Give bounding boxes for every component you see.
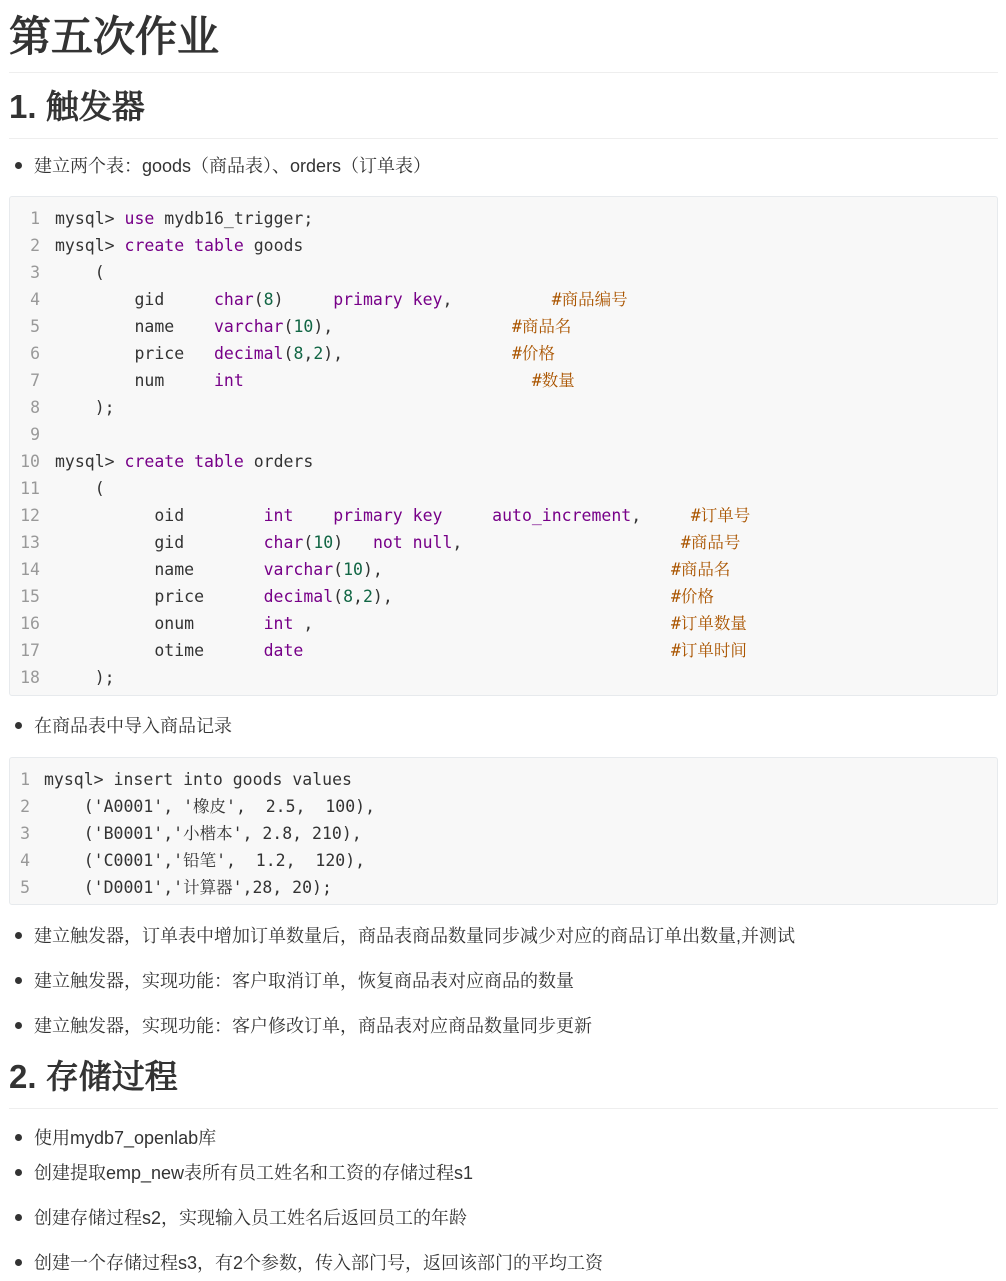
code-token: ( xyxy=(333,560,344,579)
code-token: ), xyxy=(313,317,512,336)
bullet-text: 在商品表中导入商品记录 xyxy=(34,716,232,736)
bullet-text: 建立两个表：goods（商品表）、orders（订单表） xyxy=(34,156,432,176)
code-token: #商品号 xyxy=(680,533,741,552)
code-token: ( xyxy=(283,317,294,336)
bullet-text: 建立触发器，订单表中增加订单数量后，商品表商品数量同步减少对应的商品订单出数量,并测试 xyxy=(34,926,795,946)
code-token: primary key xyxy=(333,506,443,525)
code-line-number: 14 xyxy=(20,560,40,579)
bullet-item xyxy=(9,1160,473,1186)
code-token: int xyxy=(213,371,244,390)
code-token: ); xyxy=(55,398,115,417)
code-token: create xyxy=(124,236,185,255)
code-line xyxy=(55,637,747,664)
code-line xyxy=(55,259,105,286)
code-line-number: 3 xyxy=(20,824,30,843)
code-token: ( xyxy=(55,263,105,282)
code-line-number: 4 xyxy=(20,851,30,870)
code-token: decimal xyxy=(213,344,284,363)
code-token: #订单时间 xyxy=(670,641,747,660)
code-token: varchar xyxy=(263,560,334,579)
code-line-number: 10 xyxy=(20,452,40,471)
code-token: onum xyxy=(55,614,264,633)
bullet-text: 创建提取emp_new表所有员工姓名和工资的存储过程s1 xyxy=(34,1163,474,1183)
code-line-number: 4 xyxy=(30,290,40,309)
code-token: char xyxy=(263,533,304,552)
bullet-text: 建立触发器，实现功能：客户取消订单，恢复商品表对应商品的数量 xyxy=(34,971,574,991)
code-token: varchar xyxy=(213,317,284,336)
code-line xyxy=(44,766,352,793)
code-token: table xyxy=(194,236,244,255)
code-token: 10 xyxy=(293,317,314,336)
code-token: 2 xyxy=(313,344,324,363)
code-token: mysql> xyxy=(55,452,125,471)
section-heading-triggers: 1. 触发器 xyxy=(9,84,998,139)
code-token: date xyxy=(263,641,304,660)
bullet-dot xyxy=(15,1134,22,1141)
code-token: #商品名 xyxy=(512,317,572,336)
code-token: #数量 xyxy=(531,371,575,390)
code-line-number: 13 xyxy=(20,533,40,552)
code-token: mysql> xyxy=(55,236,125,255)
code-token: create xyxy=(124,452,185,471)
code-line-number: 2 xyxy=(20,797,30,816)
code-line xyxy=(44,793,375,820)
code-token: mysql> xyxy=(55,209,125,228)
code-token: 8 xyxy=(343,587,354,606)
code-token: ('A0001', '橡皮', 2.5, 100), xyxy=(44,797,376,816)
bullet-dot xyxy=(15,1214,22,1221)
code-token xyxy=(303,641,671,660)
code-block-insert-goods xyxy=(9,757,998,905)
code-token: ( xyxy=(283,344,294,363)
code-line-number: 5 xyxy=(20,878,30,897)
code-token: ), xyxy=(372,587,671,606)
bullet-item xyxy=(9,1250,603,1276)
code-token: ('B0001','小楷本', 2.8, 210), xyxy=(44,824,362,843)
code-token: price xyxy=(55,587,264,606)
code-token: oid xyxy=(55,506,264,525)
code-line xyxy=(55,232,303,259)
code-token: #商品编号 xyxy=(551,290,628,309)
code-token: ( xyxy=(333,587,344,606)
code-line xyxy=(55,529,740,556)
code-token: ('C0001','铅笔', 1.2, 120), xyxy=(44,851,366,870)
code-line-number: 11 xyxy=(20,479,40,498)
bullet-dot xyxy=(15,162,22,169)
bullet-text: 创建存储过程s2，实现输入员工姓名后返回员工的年龄 xyxy=(34,1208,468,1228)
code-token: mysql> insert into goods values xyxy=(44,770,352,789)
code-line xyxy=(55,340,555,367)
code-token: , xyxy=(452,533,681,552)
code-token: goods xyxy=(243,236,304,255)
code-line xyxy=(55,286,628,313)
code-token: 8 xyxy=(263,290,274,309)
bullet-dot xyxy=(15,1259,22,1266)
code-token: #商品名 xyxy=(670,560,731,579)
page-title: 第五次作业 xyxy=(9,8,998,73)
code-token: ( xyxy=(55,479,105,498)
code-token xyxy=(184,236,194,255)
bullet-dot xyxy=(15,977,22,984)
code-line xyxy=(55,664,115,691)
bullet-dot xyxy=(15,722,22,729)
code-token: #订单号 xyxy=(690,506,751,525)
bullet-item xyxy=(9,1013,592,1039)
code-token xyxy=(184,452,194,471)
code-line-number: 2 xyxy=(30,236,40,255)
code-token: ) xyxy=(273,290,334,309)
code-line xyxy=(55,556,730,583)
code-token: mydb16_trigger; xyxy=(154,209,314,228)
code-token: name xyxy=(55,317,214,336)
bullet-item xyxy=(9,1205,467,1231)
code-token: , xyxy=(293,614,671,633)
code-token: #价格 xyxy=(670,587,714,606)
code-line xyxy=(55,475,105,502)
code-token: , xyxy=(303,344,314,363)
code-line-number: 6 xyxy=(30,344,40,363)
code-line-number: 3 xyxy=(30,263,40,282)
code-token: int xyxy=(263,614,294,633)
bullet-item xyxy=(9,923,795,949)
code-line xyxy=(44,847,365,874)
code-token: price xyxy=(55,344,214,363)
code-token: , xyxy=(442,290,552,309)
code-line-number: 17 xyxy=(20,641,40,660)
code-line xyxy=(55,583,714,610)
code-token: ( xyxy=(303,533,314,552)
code-line xyxy=(55,367,575,394)
code-token: 10 xyxy=(343,560,363,579)
bullet-item xyxy=(9,153,431,179)
bullet-dot xyxy=(15,932,22,939)
section-heading-stored-procedures: 2. 存储过程 xyxy=(9,1054,998,1109)
code-token: gid xyxy=(55,533,264,552)
code-token: #价格 xyxy=(512,344,555,363)
code-line-number: 1 xyxy=(20,770,30,789)
code-token: ( xyxy=(253,290,264,309)
code-token: 2 xyxy=(362,587,373,606)
bullet-item xyxy=(9,968,574,994)
code-line xyxy=(44,820,362,847)
code-token: gid xyxy=(55,290,214,309)
code-line-number: 18 xyxy=(20,668,40,687)
code-line xyxy=(55,313,571,340)
code-token: , xyxy=(631,506,691,525)
code-token: #订单数量 xyxy=(670,614,747,633)
code-line xyxy=(44,874,332,901)
code-token: not null xyxy=(372,533,453,552)
code-token: 8 xyxy=(293,344,304,363)
code-token: primary key xyxy=(333,290,443,309)
code-line xyxy=(55,448,313,475)
code-token: orders xyxy=(243,452,314,471)
code-token xyxy=(244,371,532,390)
bullet-item xyxy=(9,713,232,739)
code-token: ), xyxy=(362,560,671,579)
bullet-dot xyxy=(15,1022,22,1029)
code-token: name xyxy=(55,560,264,579)
code-token: use xyxy=(124,209,155,228)
code-token: ), xyxy=(323,344,512,363)
bullet-dot xyxy=(15,1169,22,1176)
bullet-text: 建立触发器，实现功能：客户修改订单，商品表对应商品数量同步更新 xyxy=(34,1016,592,1036)
code-line xyxy=(55,502,750,529)
code-token xyxy=(293,506,333,525)
code-token: otime xyxy=(55,641,264,660)
code-line xyxy=(55,394,115,421)
code-token: 10 xyxy=(313,533,334,552)
code-line-number: 12 xyxy=(20,506,40,525)
code-token: auto_increment xyxy=(492,506,632,525)
code-token: table xyxy=(194,452,244,471)
bullet-text: 创建一个存储过程s3，有2个参数，传入部门号，返回该部门的平均工资 xyxy=(34,1253,604,1273)
code-line-number: 5 xyxy=(30,317,40,336)
code-line-number: 8 xyxy=(30,398,40,417)
code-token xyxy=(442,506,492,525)
code-token: , xyxy=(353,587,363,606)
code-line xyxy=(55,205,313,232)
code-line-number: 7 xyxy=(30,371,40,390)
bullet-item xyxy=(9,1125,216,1151)
code-line-number: 15 xyxy=(20,587,40,606)
code-token: char xyxy=(213,290,254,309)
code-line xyxy=(55,610,747,637)
code-line-number: 1 xyxy=(30,209,40,228)
code-token: int xyxy=(263,506,294,525)
code-token: ('D0001','计算器',28, 20); xyxy=(44,878,332,897)
code-line-number: 9 xyxy=(30,425,40,444)
code-token: decimal xyxy=(263,587,334,606)
code-token: num xyxy=(55,371,214,390)
code-token: ); xyxy=(55,668,115,687)
code-line-number: 16 xyxy=(20,614,40,633)
bullet-text: 使用mydb7_openlab库 xyxy=(34,1128,217,1148)
code-token: ) xyxy=(333,533,373,552)
code-block-create-tables xyxy=(9,196,998,696)
